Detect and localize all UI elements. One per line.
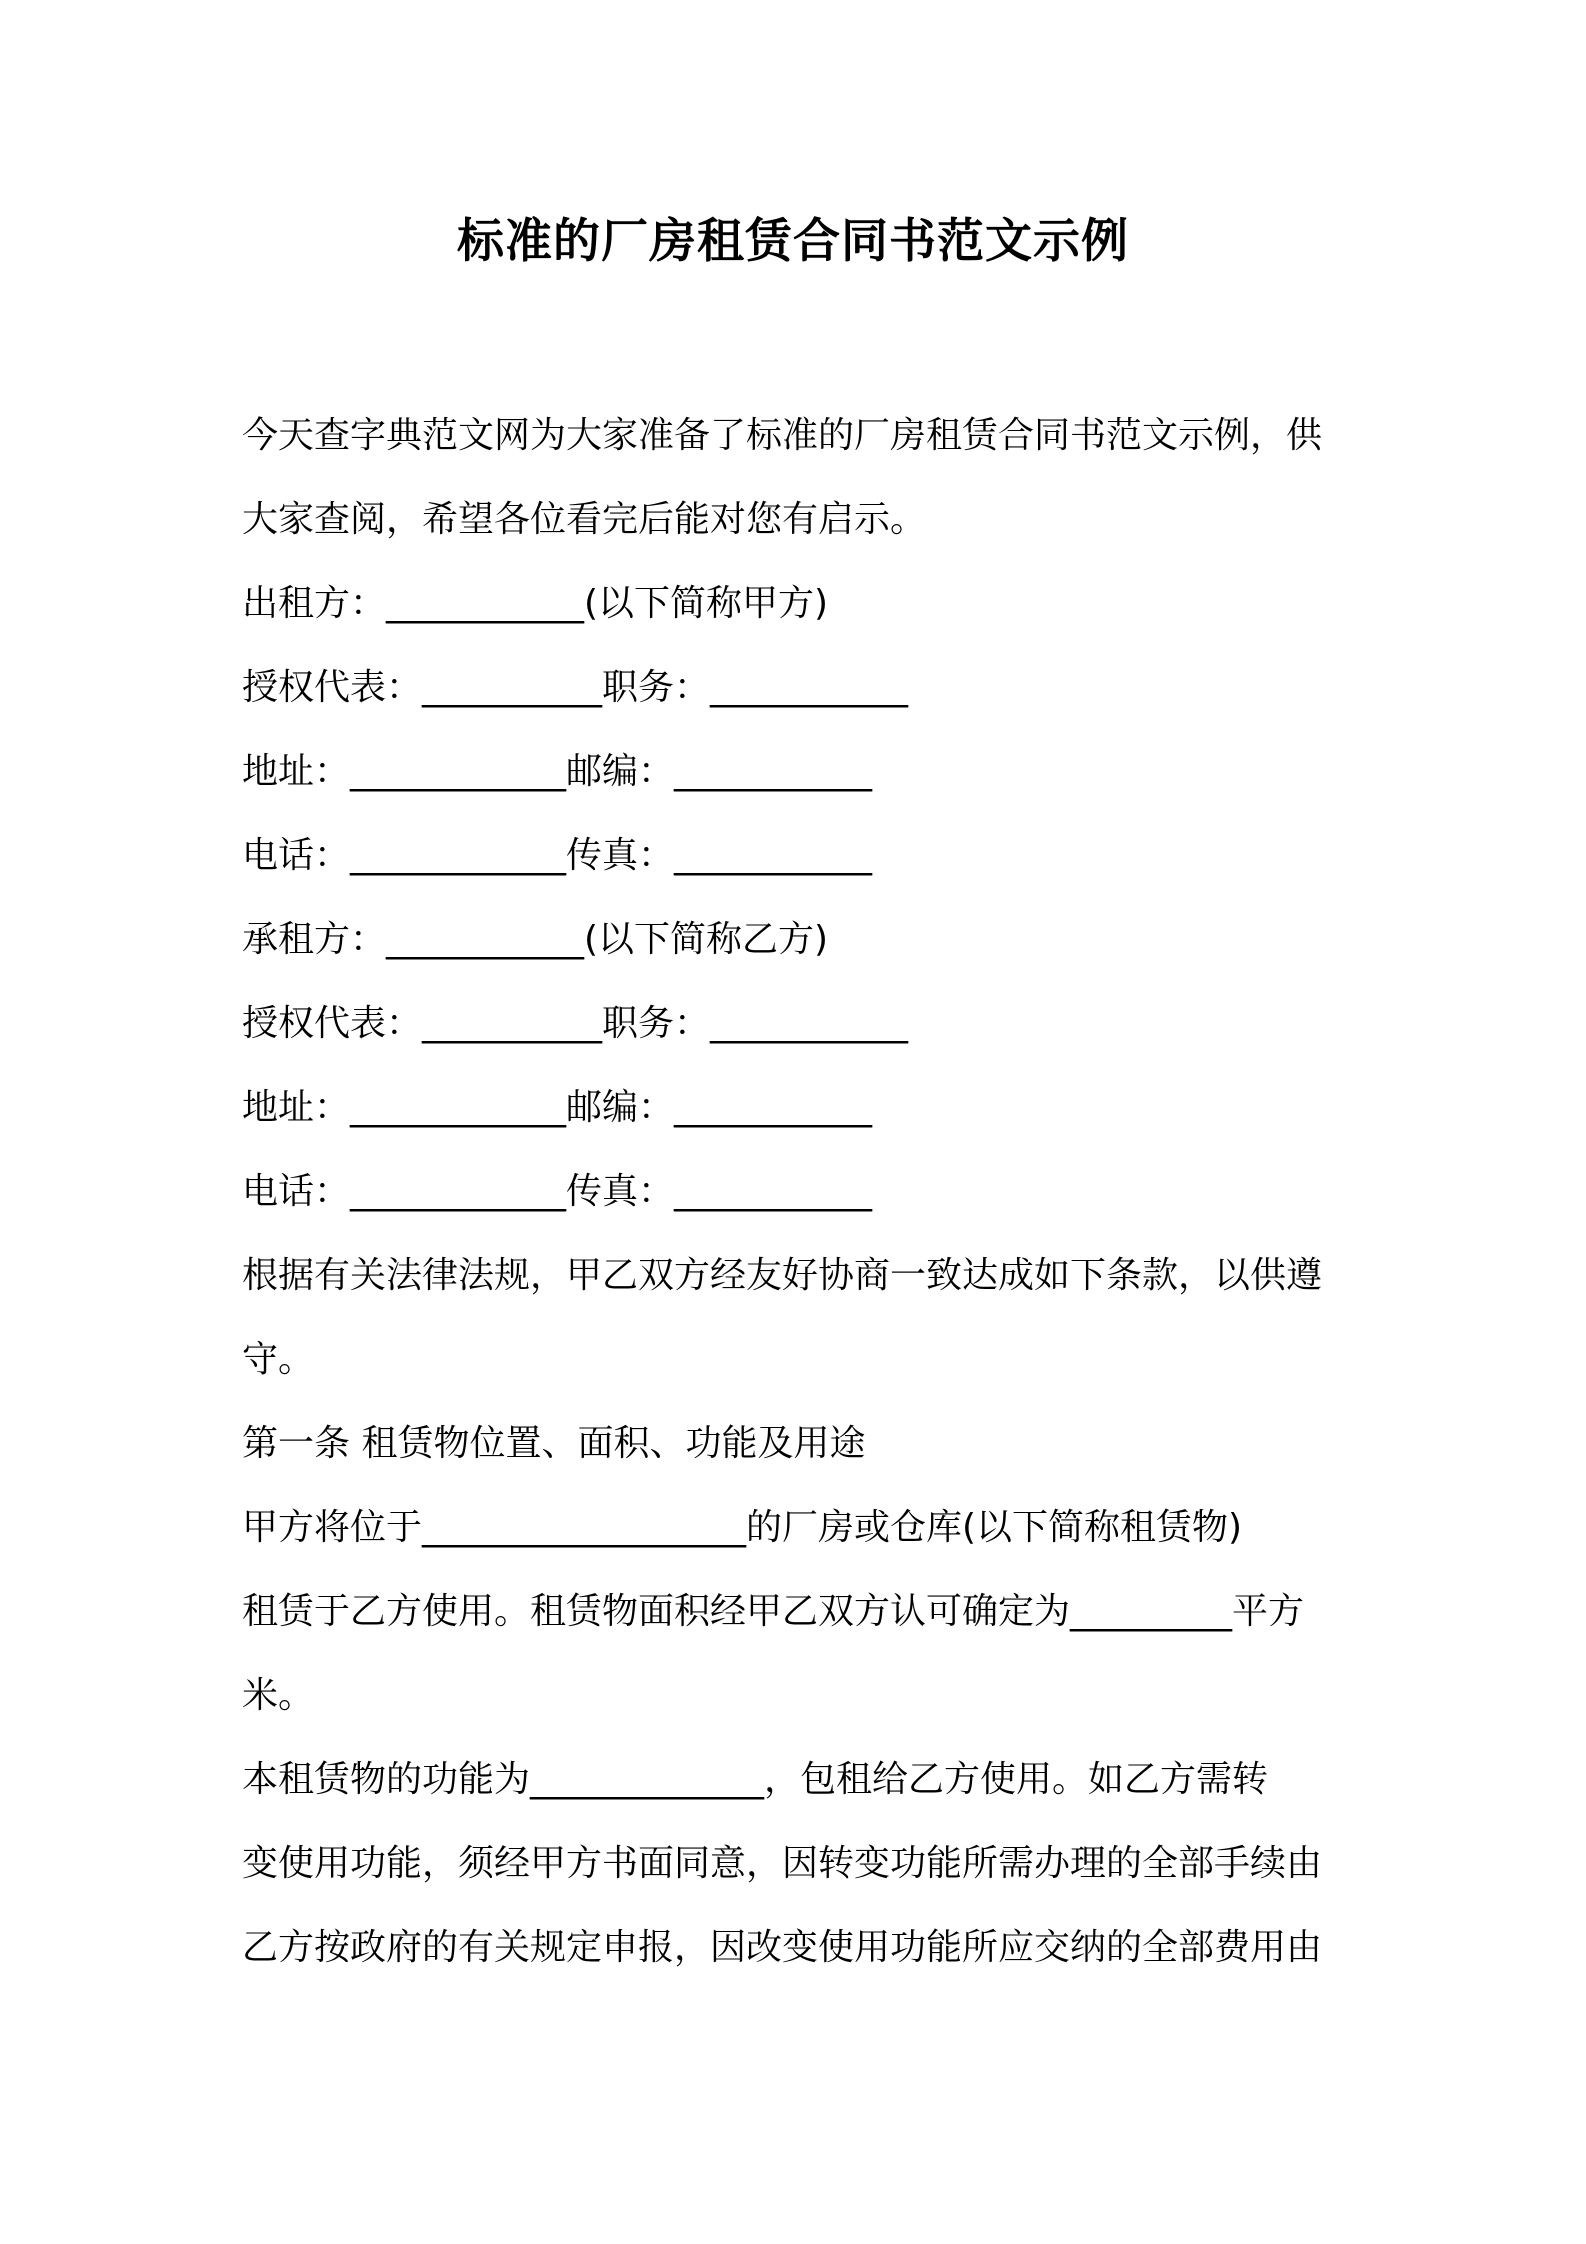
lessor-name-line: 出租方：___________(以下简称甲方) bbox=[242, 583, 829, 624]
intro-line-2: 大家查阅，希望各位看完后能对您有启示。 bbox=[242, 499, 927, 540]
article1-heading: 第一条 租赁物位置、面积、功能及用途 bbox=[242, 1423, 866, 1464]
article1-p2-line-2: 变使用功能，须经甲方书面同意，因转变功能所需办理的全部手续由 bbox=[242, 1843, 1323, 1884]
lessee-name-line: 承租方：___________(以下简称乙方) bbox=[242, 919, 829, 960]
lessee-phone-line: 电话：____________传真：___________ bbox=[242, 1171, 873, 1212]
article1-p1-line-2: 租赁于乙方使用。租赁物面积经甲乙双方认可确定为_________平方 bbox=[242, 1591, 1305, 1632]
intro-line-1: 今天查字典范文网为大家准备了标准的厂房租赁合同书范文示例，供 bbox=[242, 415, 1323, 456]
lessor-phone-line: 电话：____________传真：___________ bbox=[242, 835, 873, 876]
basis-line-2: 守。 bbox=[242, 1339, 315, 1380]
article1-p1-line-3: 米。 bbox=[242, 1675, 315, 1716]
article1-p1-line-1: 甲方将位于__________________的厂房或仓库(以下简称租赁物) bbox=[242, 1507, 1243, 1548]
article1-p2-line-3: 乙方按政府的有关规定申报，因改变使用功能所应交纳的全部费用由 bbox=[242, 1927, 1323, 1968]
lessee-address-line: 地址：____________邮编：___________ bbox=[242, 1087, 873, 1128]
document-title: 标准的厂房租赁合同书范文示例 bbox=[457, 214, 1129, 269]
basis-line-1: 根据有关法律法规，甲乙双方经友好协商一致达成如下条款，以供遵 bbox=[242, 1255, 1323, 1296]
lessee-rep-line: 授权代表：__________职务：___________ bbox=[242, 1003, 909, 1044]
lessor-rep-line: 授权代表：__________职务：___________ bbox=[242, 667, 909, 708]
lessor-address-line: 地址：____________邮编：___________ bbox=[242, 751, 873, 792]
article1-p2-line-1: 本租赁物的功能为_____________，包租给乙方使用。如乙方需转 bbox=[242, 1759, 1269, 1800]
